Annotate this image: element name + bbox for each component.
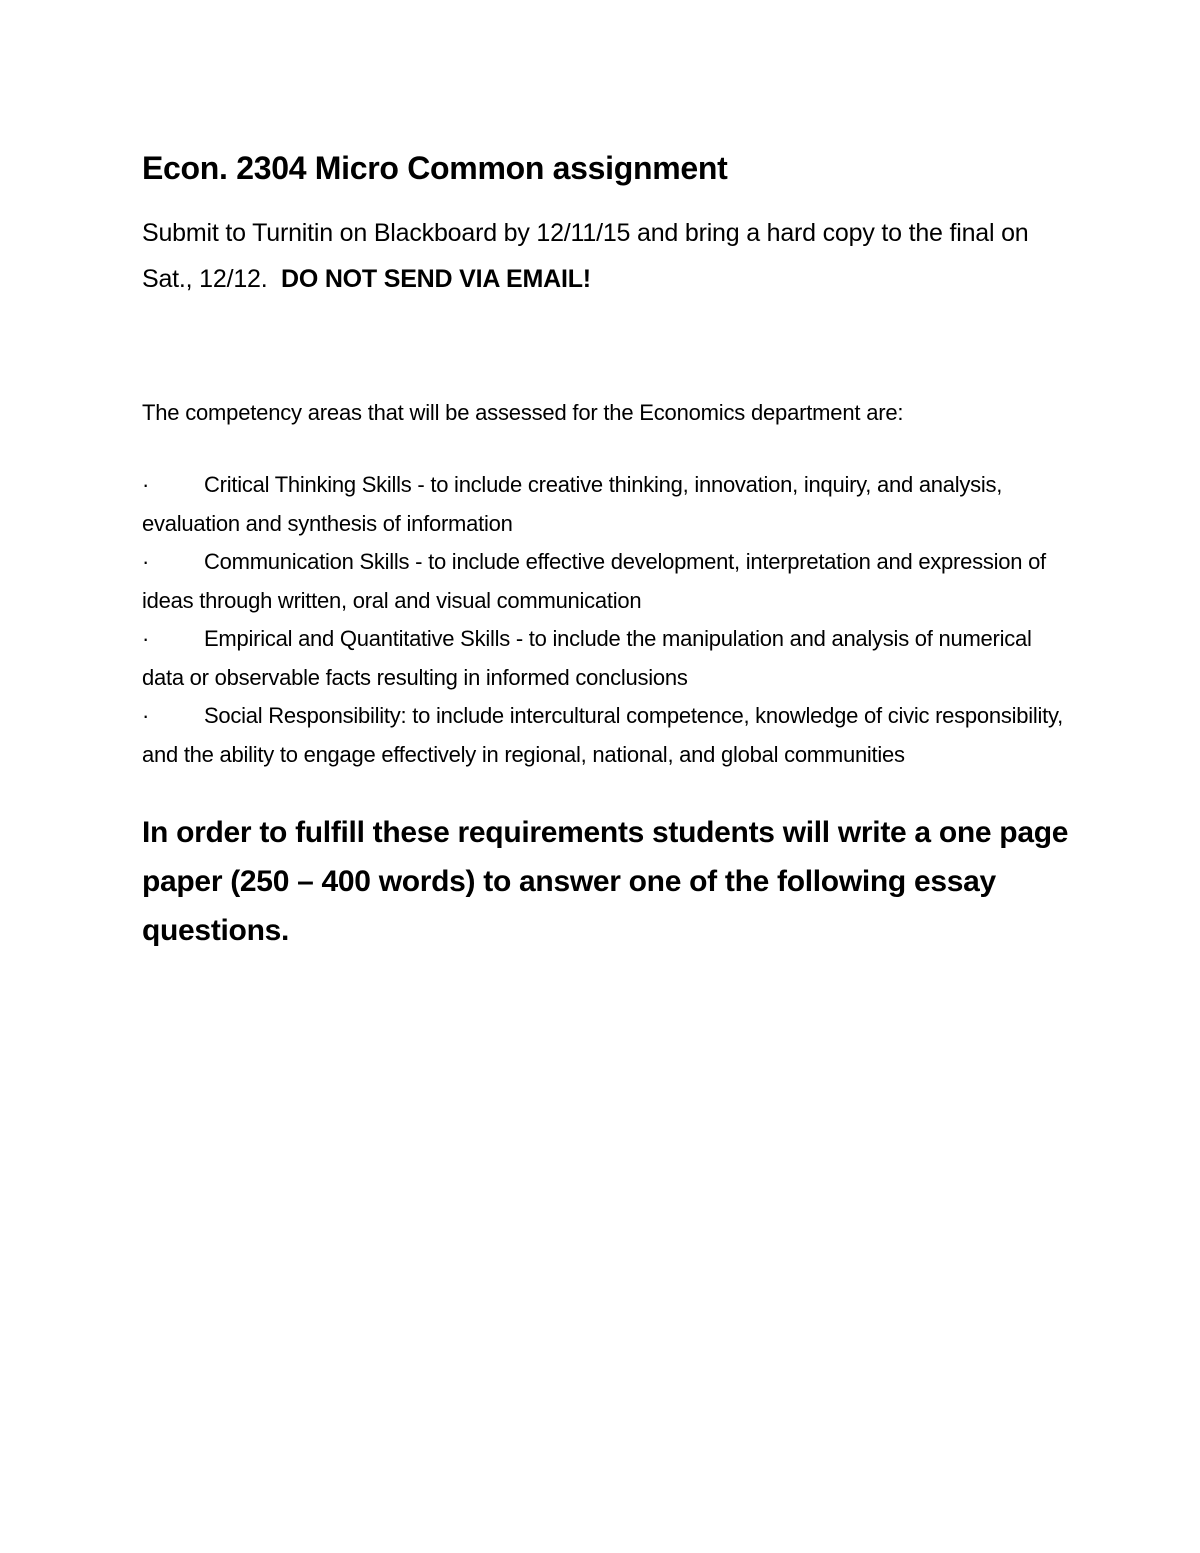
bullet-icon: · [142,549,150,574]
assignment-requirement: In order to fulfill these requirements students will write a one page paper (250 – 400 words) to answer one of the following essay questions. [142,816,1069,947]
list-item [142,543,1072,620]
competency-text: Communication Skills - to include effective development, interpretation and expression of ideas through written, oral and visual communication [142,549,1046,613]
bullet-icon: · [142,703,150,728]
submission-warning: DO NOT SEND VIA EMAIL! [280,265,591,293]
list-item [142,466,1072,543]
competency-list [142,466,1072,774]
document-title: Econ. 2304 Micro Common assignment [142,150,728,186]
competency-text: Social Responsibility: to include intercultural competence, knowledge of civic responsibility, and the ability to engage effectively in regional, national, and global communities [142,703,1063,767]
submission-instructions [142,210,1072,302]
competency-intro: The competency areas that will be assessed for the Economics department are: [142,400,904,425]
document-page [142,148,1072,955]
bullet-icon: · [142,472,150,497]
competency-text: Critical Thinking Skills - to include creative thinking, innovation, inquiry, and analysis, evaluation and synthesis of information [142,472,1003,536]
list-item [142,697,1072,774]
submission-text: Submit to Turnitin on Blackboard by 12/11/15 and bring a hard copy to the final on Sat., 12/12. [142,219,1029,293]
bullet-icon: · [142,626,150,651]
list-item [142,620,1072,697]
competency-text: Empirical and Quantitative Skills - to include the manipulation and analysis of numerical data or observable facts resulting in informed conclusions [142,626,1032,690]
